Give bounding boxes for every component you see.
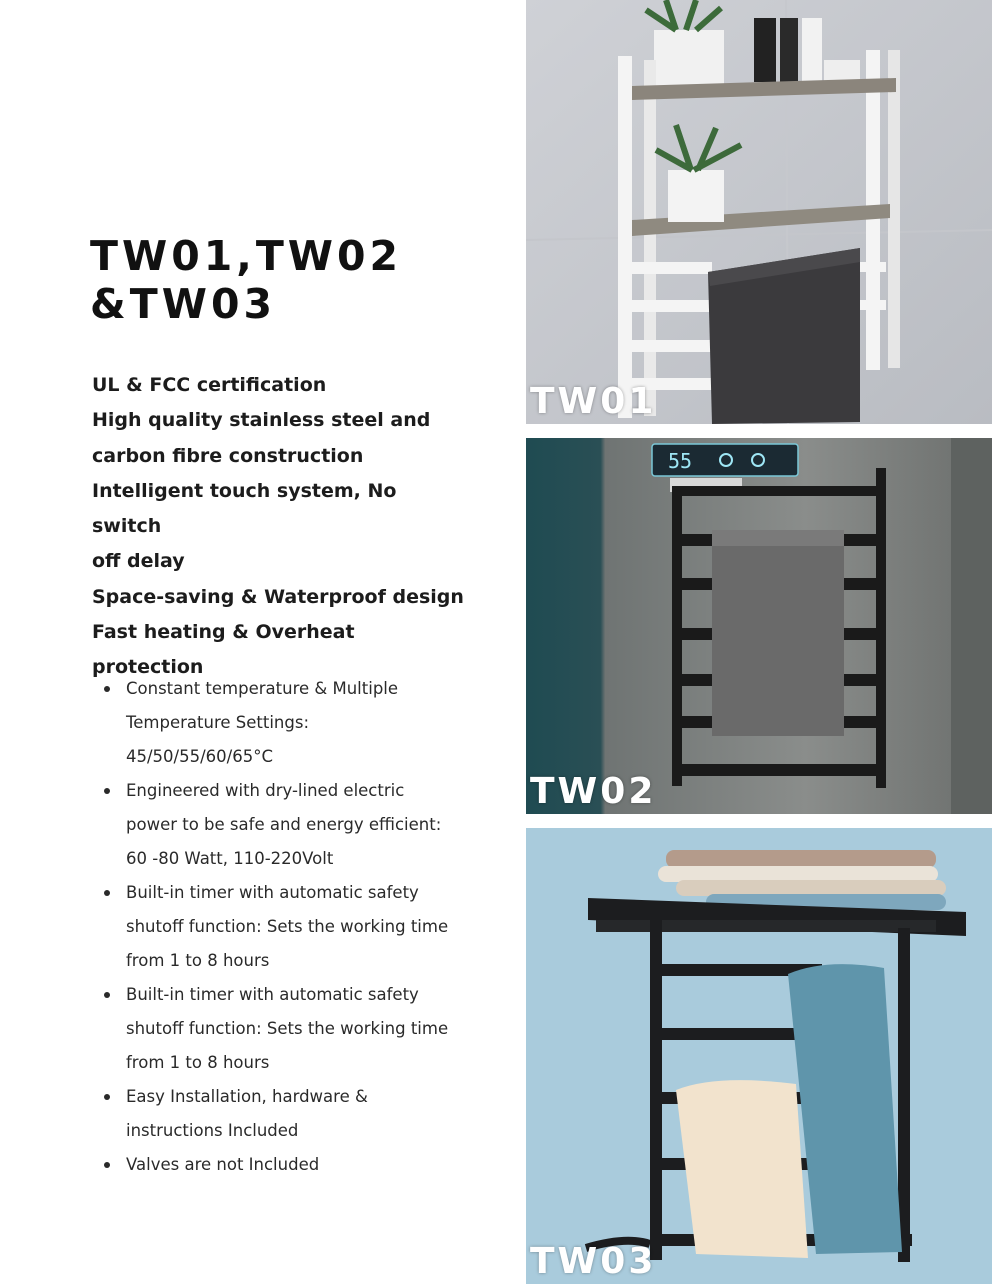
feature-highlights (92, 368, 472, 686)
feature-item: Fast heating & Overheat protection (92, 621, 355, 679)
page-title (90, 232, 402, 328)
tw02-illustration (526, 438, 992, 814)
feature-item: UL & FCC certification (92, 374, 327, 396)
tw02-product-photo (526, 438, 992, 814)
spec-bullet: Built-in timer with automatic safety shutoff function: Sets the working time from 1 to 8 hours (104, 978, 464, 1080)
tw03-illustration (526, 828, 992, 1284)
tw01-label: TW01 (530, 381, 657, 422)
feature-item: Space-saving & Waterproof design (92, 585, 464, 608)
tw01-product-photo (526, 0, 992, 424)
spec-bullet-list (104, 672, 464, 1182)
feature-item: Intelligent touch system, No switch off delay (92, 479, 397, 573)
spec-bullet: Built-in timer with automatic safety shutoff function: Sets the working time from 1 to 8 hours (104, 876, 464, 978)
tw02-display-readout: 55 (668, 449, 693, 473)
title-line-2: &TW03 (90, 280, 277, 328)
spec-bullet: Engineered with dry-lined electric power to be safe and energy efficient: 60 -80 Watt, 110-220Volt (104, 774, 464, 876)
spec-bullet: Constant temperature & Multiple Temperature Settings: 45/50/55/60/65°C (104, 672, 464, 774)
tw03-label: TW03 (530, 1241, 657, 1282)
spec-bullet: Valves are not Included (104, 1148, 464, 1182)
title-line-1: TW01,TW02 (90, 232, 403, 280)
feature-item: High quality stainless steel and carbon fibre construction (92, 409, 431, 467)
tw01-illustration (526, 0, 992, 424)
tw03-product-photo (526, 828, 992, 1284)
tw02-label: TW02 (530, 771, 657, 812)
spec-bullet: Easy Installation, hardware & instructions Included (104, 1080, 464, 1148)
